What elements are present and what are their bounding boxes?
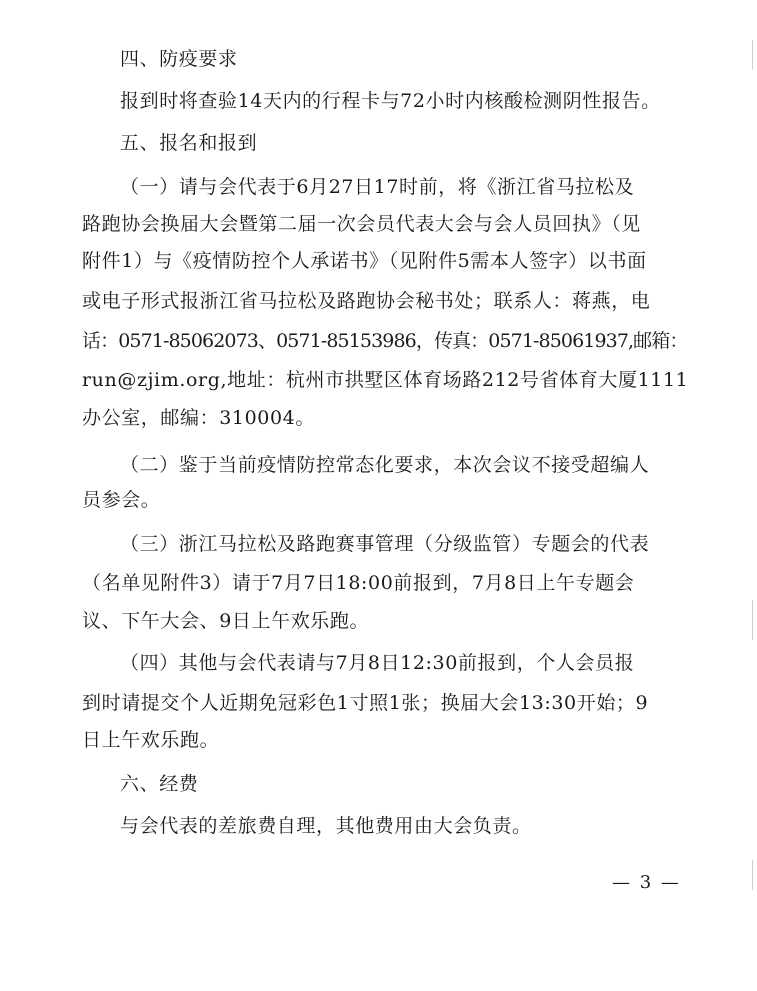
paragraph-line: （名单见附件3）请于7月7日18:00前报到，7月8日上午专题会 (82, 572, 635, 594)
scan-artifact (752, 40, 753, 70)
paragraph-line: 员参会。 (82, 489, 161, 511)
paragraph-line: 到时请提交个人近期免冠彩色1寸照1张；换届大会13:30开始；9 (82, 692, 649, 714)
paragraph-line: （三）浙江马拉松及路跑赛事管理（分级监管）专题会的代表 (120, 533, 650, 555)
scan-artifact (752, 860, 753, 890)
paragraph-line: 议、下午大会、9日上午欢乐跑。 (82, 610, 370, 632)
paragraph-line: 或电子形式报浙江省马拉松及路跑协会秘书处；联系人：蒋燕，电 (82, 290, 651, 312)
scan-artifact (752, 600, 753, 640)
paragraph-line: 与会代表的差旅费自理，其他费用由大会负责。 (120, 815, 532, 837)
paragraph-line: 日上午欢乐跑。 (82, 729, 220, 751)
paragraph-line: 附件1）与《疫情防控个人承诺书》（见附件5需本人签字）以书面 (82, 250, 647, 272)
paragraph-line: （二）鉴于当前疫情防控常态化要求，本次会议不接受超编人 (120, 454, 650, 476)
page-number: — 3 — (612, 872, 681, 893)
section-heading-expenses: 六、经费 (120, 773, 199, 795)
paragraph-line: 办公室，邮编：310004。 (82, 407, 315, 429)
paragraph-line: （四）其他与会代表请与7月8日12:30前报到，个人会员报 (120, 652, 635, 674)
paragraph-line: run@zjim.org,地址：杭州市拱墅区体育场路212号省体育大厦1111 (82, 369, 689, 391)
paragraph-line: 路跑协会换届大会暨第二届一次会员代表大会与会人员回执》（见 (82, 213, 641, 235)
paragraph-line: 报到时将查验14天内的行程卡与72小时内核酸检测阴性报告。 (120, 90, 661, 112)
section-heading-epidemic: 四、防疫要求 (120, 48, 238, 70)
paragraph-line: （一）请与会代表于6月27日17时前，将《浙江省马拉松及 (120, 176, 635, 198)
section-heading-registration: 五、报名和报到 (120, 132, 258, 154)
paragraph-line: 话：0571-85062073、0571-85153986，传真：0571-85061937,邮箱： (82, 330, 688, 352)
